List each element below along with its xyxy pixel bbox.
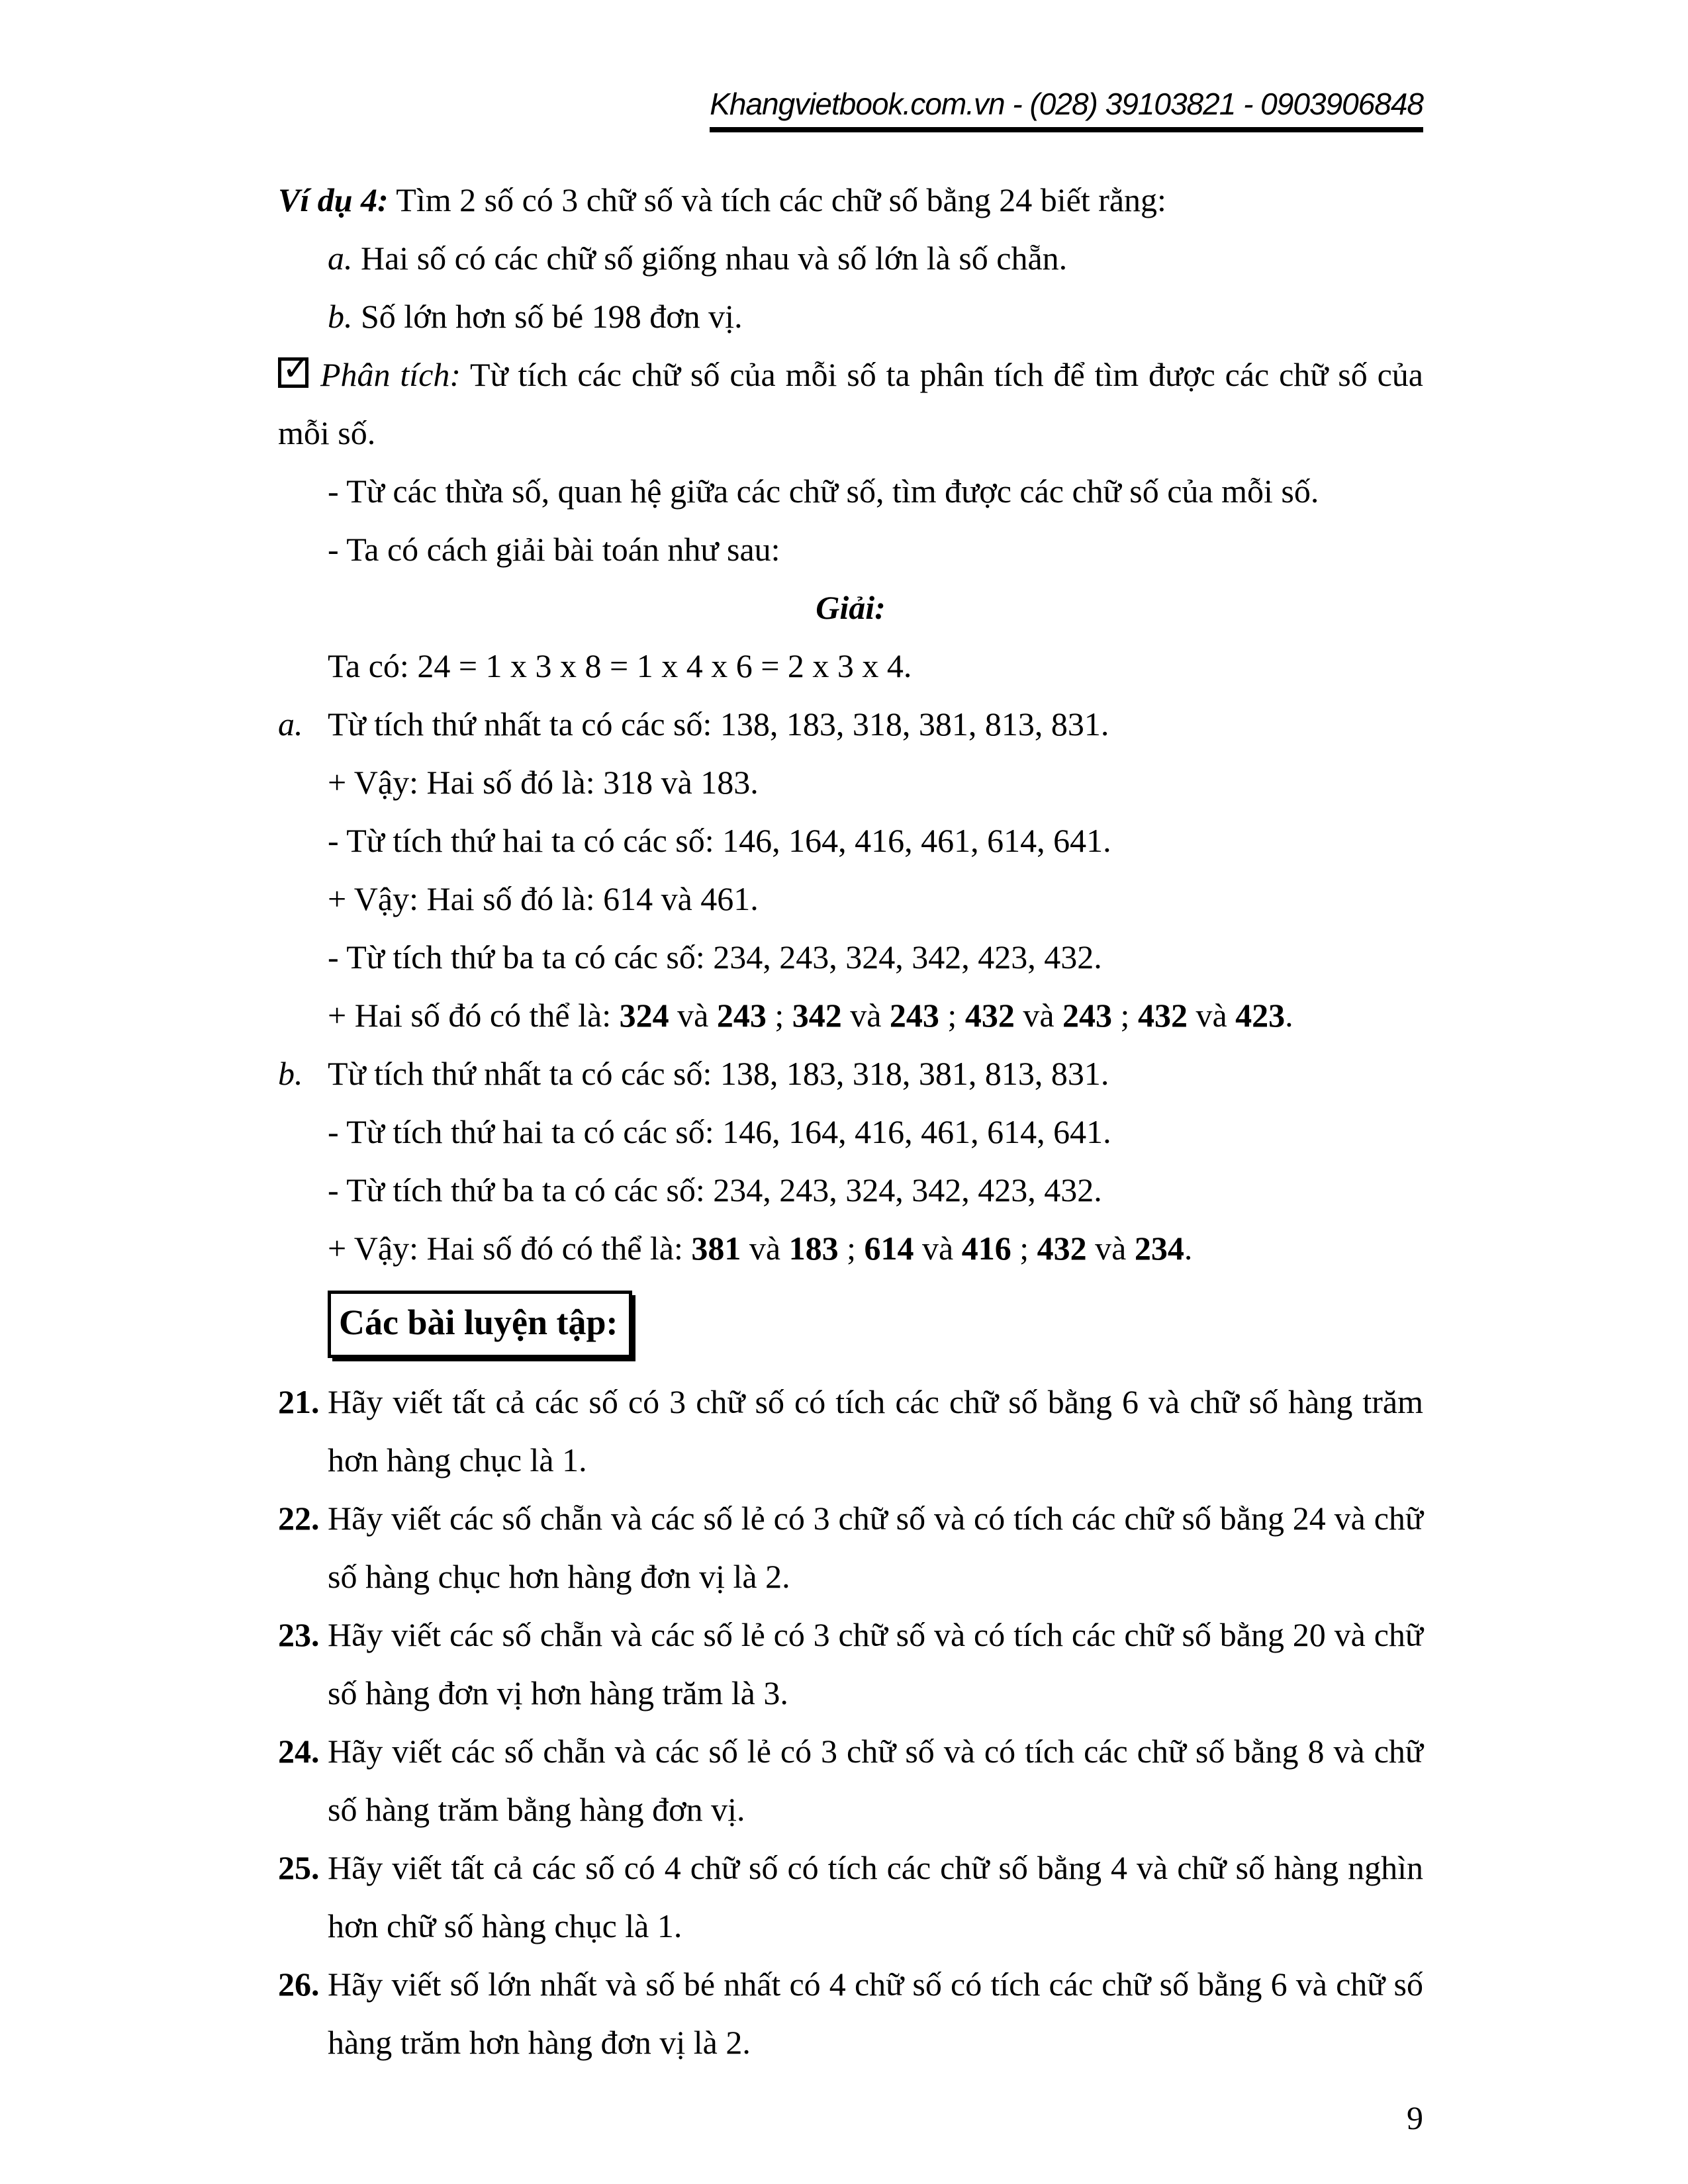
solution-heading bbox=[278, 578, 1423, 637]
document-content bbox=[278, 171, 1423, 2071]
example-4-condition-a bbox=[278, 229, 1423, 287]
header-text: Khangvietbook.com.vn - (028) 39103821 - 0903906848 bbox=[710, 85, 1423, 132]
text-run: 614 bbox=[864, 1230, 914, 1267]
text-run: 342 bbox=[792, 997, 842, 1034]
text-run: ; bbox=[838, 1230, 865, 1267]
checked-checkbox-icon bbox=[278, 349, 311, 388]
text-run: - Từ tích thứ ba ta có các số: 234, 243, 324, 342, 423, 432. bbox=[328, 1171, 1102, 1208]
exercise-22 bbox=[278, 1489, 1423, 1606]
text-run: Ví dụ 4: bbox=[278, 181, 389, 218]
text-run: 381 bbox=[691, 1230, 741, 1267]
text-run: Hai số có các chữ số giống nhau và số lớn là số chẵn. bbox=[352, 240, 1068, 277]
page-header bbox=[278, 85, 1423, 132]
text-run: Hãy viết số lớn nhất và số bé nhất có 4 chữ số có tích các chữ số bằng 6 và chữ số hàng trăm hơn hàng đơn vị là 2. bbox=[328, 1966, 1423, 2061]
analysis-note-2 bbox=[278, 520, 1423, 578]
text-run: 423 bbox=[1235, 997, 1286, 1034]
text-run: Số lớn hơn số bé 198 đơn vị. bbox=[352, 298, 743, 335]
example-4-intro bbox=[278, 171, 1423, 229]
text-run: ; bbox=[1011, 1230, 1037, 1267]
text-run: + Vậy: Hai số đó là: 318 và 183. bbox=[328, 764, 759, 801]
example-4-condition-b bbox=[278, 287, 1423, 345]
text-run: Từ tích thứ nhất ta có các số: 138, 183, 318, 381, 813, 831. bbox=[328, 705, 1109, 743]
exercise-26 bbox=[278, 1955, 1423, 2071]
text-run: Ta có: 24 = 1 x 3 x 8 = 1 x 4 x 6 = 2 x 3 x 4. bbox=[328, 647, 912, 684]
text-run: và bbox=[669, 997, 717, 1034]
text-run: Hãy viết tất cả các số có 4 chữ số có tích các chữ số bằng 4 và chữ số hàng nghìn hơn chữ số hàng chục là 1. bbox=[328, 1849, 1423, 1944]
text-run: - Ta có cách giải bài toán như sau: bbox=[328, 531, 780, 568]
text-run: 432 bbox=[1037, 1230, 1087, 1267]
text-run: - Từ các thừa số, quan hệ giữa các chữ số, tìm được các chữ số của mỗi số. bbox=[328, 473, 1319, 510]
text-run: Hãy viết tất cả các số có 3 chữ số có tích các chữ số bằng 6 và chữ số hàng trăm hơn hàng chục là 1. bbox=[328, 1383, 1423, 1479]
list-label: 21. bbox=[278, 1383, 320, 1420]
text-run: ; bbox=[766, 997, 792, 1034]
solution-factorization bbox=[278, 637, 1423, 695]
solution-a-line-1 bbox=[278, 695, 1423, 753]
text-run: - Từ tích thứ ba ta có các số: 234, 243, 324, 342, 423, 432. bbox=[328, 938, 1102, 976]
text-run: . bbox=[1184, 1230, 1193, 1267]
text-run: 324 bbox=[619, 997, 669, 1034]
page-number: 9 bbox=[1407, 2099, 1423, 2136]
text-run: 432 bbox=[964, 997, 1015, 1034]
text-run: 243 bbox=[889, 997, 939, 1034]
text-run: 416 bbox=[961, 1230, 1011, 1267]
text-run: a. bbox=[328, 240, 353, 277]
check-mark: ✓ bbox=[282, 349, 311, 388]
text-run: ; bbox=[939, 997, 965, 1034]
text-run: + Vậy: Hai số đó là: 614 và 461. bbox=[328, 880, 759, 917]
list-label: 22. bbox=[278, 1500, 320, 1537]
list-label: b. bbox=[278, 1055, 303, 1092]
text-run: Hãy viết các số chẵn và các số lẻ có 3 chữ số và có tích các chữ số bằng 8 và chữ số hàng trăm bằng hàng đơn vị. bbox=[328, 1733, 1423, 1828]
text-run: 234 bbox=[1134, 1230, 1184, 1267]
text-run: - Từ tích thứ hai ta có các số: 146, 164, 416, 461, 614, 641. bbox=[328, 822, 1111, 859]
exercise-21 bbox=[278, 1373, 1423, 1489]
text-run: và bbox=[914, 1230, 962, 1267]
solution-b-line-3 bbox=[278, 1161, 1423, 1219]
text-run: Tìm 2 số có 3 chữ số và tích các chữ số bằng 24 biết rằng: bbox=[388, 181, 1166, 218]
text-run: Từ tích các chữ số của mỗi số ta phân tích để tìm được các chữ số của mỗi số. bbox=[278, 356, 1423, 451]
list-label: 26. bbox=[278, 1966, 320, 2003]
text-run: Từ tích thứ nhất ta có các số: 138, 183, 318, 381, 813, 831. bbox=[328, 1055, 1109, 1092]
text-run: - Từ tích thứ hai ta có các số: 146, 164, 416, 461, 614, 641. bbox=[328, 1113, 1111, 1150]
solution-a-line-5 bbox=[278, 928, 1423, 986]
text-run: Hãy viết các số chẵn và các số lẻ có 3 chữ số và có tích các chữ số bằng 20 và chữ số hàng đơn vị hơn hàng trăm là 3. bbox=[328, 1616, 1423, 1711]
text-run: 243 bbox=[716, 997, 767, 1034]
text-run: Giải: bbox=[816, 589, 886, 626]
solution-a-line-6 bbox=[278, 986, 1423, 1044]
solution-a-line-3 bbox=[278, 811, 1423, 870]
exercise-25 bbox=[278, 1839, 1423, 1955]
exercise-24 bbox=[278, 1722, 1423, 1839]
text-run: và bbox=[741, 1230, 789, 1267]
text-run: 432 bbox=[1137, 997, 1188, 1034]
text-run: và bbox=[1187, 997, 1236, 1034]
analysis-paragraph bbox=[278, 345, 1423, 462]
list-label: 24. bbox=[278, 1733, 320, 1770]
text-run: b. bbox=[328, 298, 353, 335]
text-run: Hãy viết các số chẵn và các số lẻ có 3 chữ số và có tích các chữ số bằng 24 và chữ số hàng chục hơn hàng đơn vị là 2. bbox=[328, 1500, 1423, 1595]
exercises-box-title bbox=[328, 1291, 1423, 1358]
text-run: + Vậy: Hai số đó có thể là: bbox=[328, 1230, 692, 1267]
text-run: ; bbox=[1112, 997, 1138, 1034]
solution-a-line-4 bbox=[278, 870, 1423, 928]
solution-b-line-2 bbox=[278, 1103, 1423, 1161]
text-run: và bbox=[1014, 997, 1063, 1034]
solution-a-line-2 bbox=[278, 753, 1423, 811]
solution-b-line-1 bbox=[278, 1044, 1423, 1103]
list-label: a. bbox=[278, 705, 303, 743]
list-label: 25. bbox=[278, 1849, 320, 1886]
exercises-box-label: Các bài luyện tập: bbox=[328, 1291, 632, 1358]
text-run: . bbox=[1285, 997, 1293, 1034]
solution-b-line-4 bbox=[278, 1219, 1423, 1277]
text-run: 243 bbox=[1062, 997, 1113, 1034]
text-run: Phân tích: bbox=[320, 356, 461, 393]
text-run: và bbox=[841, 997, 890, 1034]
list-label: 23. bbox=[278, 1616, 320, 1653]
text-run: + Hai số đó có thể là: bbox=[328, 997, 620, 1034]
analysis-note-1 bbox=[278, 462, 1423, 520]
text-run: và bbox=[1086, 1230, 1135, 1267]
text-run: 183 bbox=[788, 1230, 839, 1267]
exercise-23 bbox=[278, 1606, 1423, 1722]
